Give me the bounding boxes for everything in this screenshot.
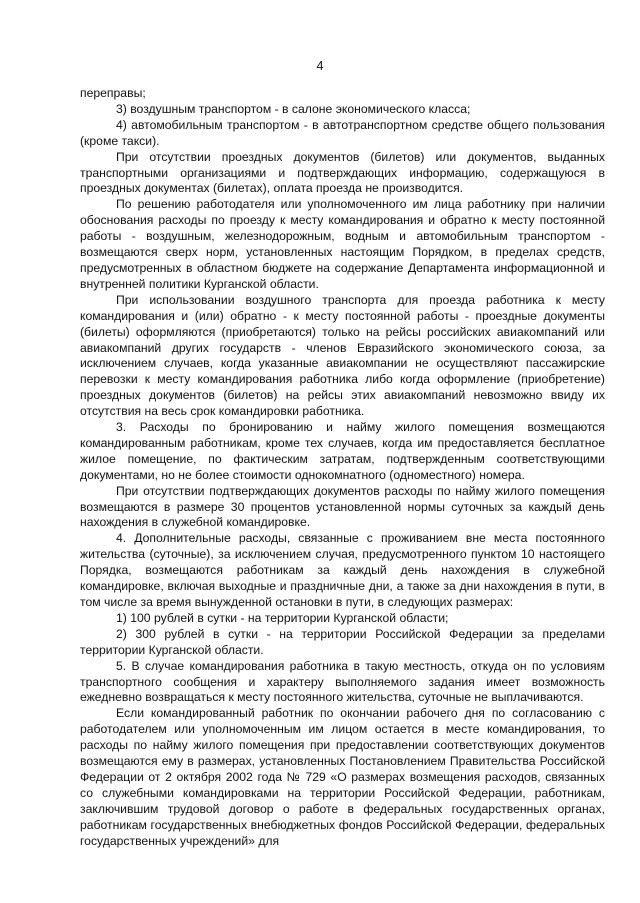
paragraph-no-tickets: При отсутствии проездных документов (билетов) или документов, выданных транспортными организациями и подтверждающих информацию, содержащуюся в проездных документах (билетах), оплата проезда не производится.: [80, 149, 605, 196]
paragraph-item-auto-transport: 4) автомобильным транспортом - в автотранспортном средстве общего пользования (кроме такси).: [80, 117, 605, 148]
paragraph-employer-decision: По решению работодателя или уполномоченного им лица работнику при наличии обоснования расходы по проезду к месту командирования и обратно к месту постоянной работы - воздушным, железнодорожным, водным и автомобильным транспортом - возмещаются сверх норм, установленных настоящим Порядком, в пределах средств, предусмотренных в областном бюджете на содержание Департамента информационной и внутренней политики Курганской области.: [80, 197, 605, 291]
paragraph-no-confirming-documents: При отсутствии подтверждающих документов расходы по найму жилого помещения возмещаются в размере 30 процентов установленной нормы суточных за каждый день нахождения в служебной командировке.: [80, 483, 605, 530]
paragraph-item-air-transport: 3) воздушным транспортом - в салоне экономического класса;: [116, 101, 471, 116]
paragraph-section-3: 3. Расходы по бронированию и найму жилого помещения возмещаются командированным работникам, кроме тех случаев, когда им предоставляется бесплатное жилое помещение, по фактическим затратам, подтвержденным соответствующими документами, но не более стоимости однокомнатного (одноместного) номера.: [80, 420, 605, 482]
paragraph-remaining-at-destination: Если командированный работник по окончании рабочего дня по согласованию с работодателем или уполномоченным им лицом остается в месте командирования, то расходы по найму жилого помещения при предоставлении соответствующих документов возмещаются ему в размерах, установленных Постановлением Правительства Российской Федерации от 2 октября 2002 года № 729 «О размерах возмещения расходов, связанных со служебными командировками на территории Российской Федерации, работникам, заключившим трудовой договор о работе в федеральных государственных органах, работникам государственных внебюджетных фондов Российской Федерации, федеральных государственных учреждений» для: [80, 706, 605, 848]
paragraph-section-4: 4. Дополнительные расходы, связанные с проживанием вне места постоянного жительства (суточные), за исключением случая, предусмотренного пунктом 10 настоящего Порядка, возмещаются работникам за каждый день нахождения в служебной командировке, включая выходные и праздничные дни, а также за дни нахождения в пути, в том числе за время вынужденной остановки в пути, в следующих размерах:: [80, 531, 605, 609]
paragraph-rate-russia: 2) 300 рублей в сутки - на территории Российской Федерации за пределами территории Курганской области.: [80, 626, 605, 657]
page-number: 4: [316, 59, 324, 73]
paragraph-section-5: 5. В случае командирования работника в такую местность, откуда он по условиям транспортного сообщения и характеру выполняемого задания имеет возможность ежедневно возвращаться к месту постоянного жительства, суточные не выплачиваются.: [80, 658, 605, 705]
paragraph-air-transport-tickets: При использовании воздушного транспорта для проезда работника к месту командирования и (или) обратно - к месту постоянной работы - проездные документы (билеты) оформляются (приобретаются) только на рейсы российских авиакомпаний или авиакомпаний других государств - членов Евразийского экономического союза, за исключением случаев, когда указанные авиакомпании не осуществляют пассажирские перевозки к месту командирования работника либо когда оформление (приобретение) проездных документов (билетов) на рейсы этих авиакомпаний невозможно ввиду их отсутствия на весь срок командировки работника.: [80, 292, 605, 419]
document-body: [80, 86, 605, 850]
paragraph-rate-kurgan: 1) 100 рублей в сутки - на территории Курганской области;: [116, 610, 449, 625]
paragraph-continuation: переправы;: [80, 86, 146, 100]
